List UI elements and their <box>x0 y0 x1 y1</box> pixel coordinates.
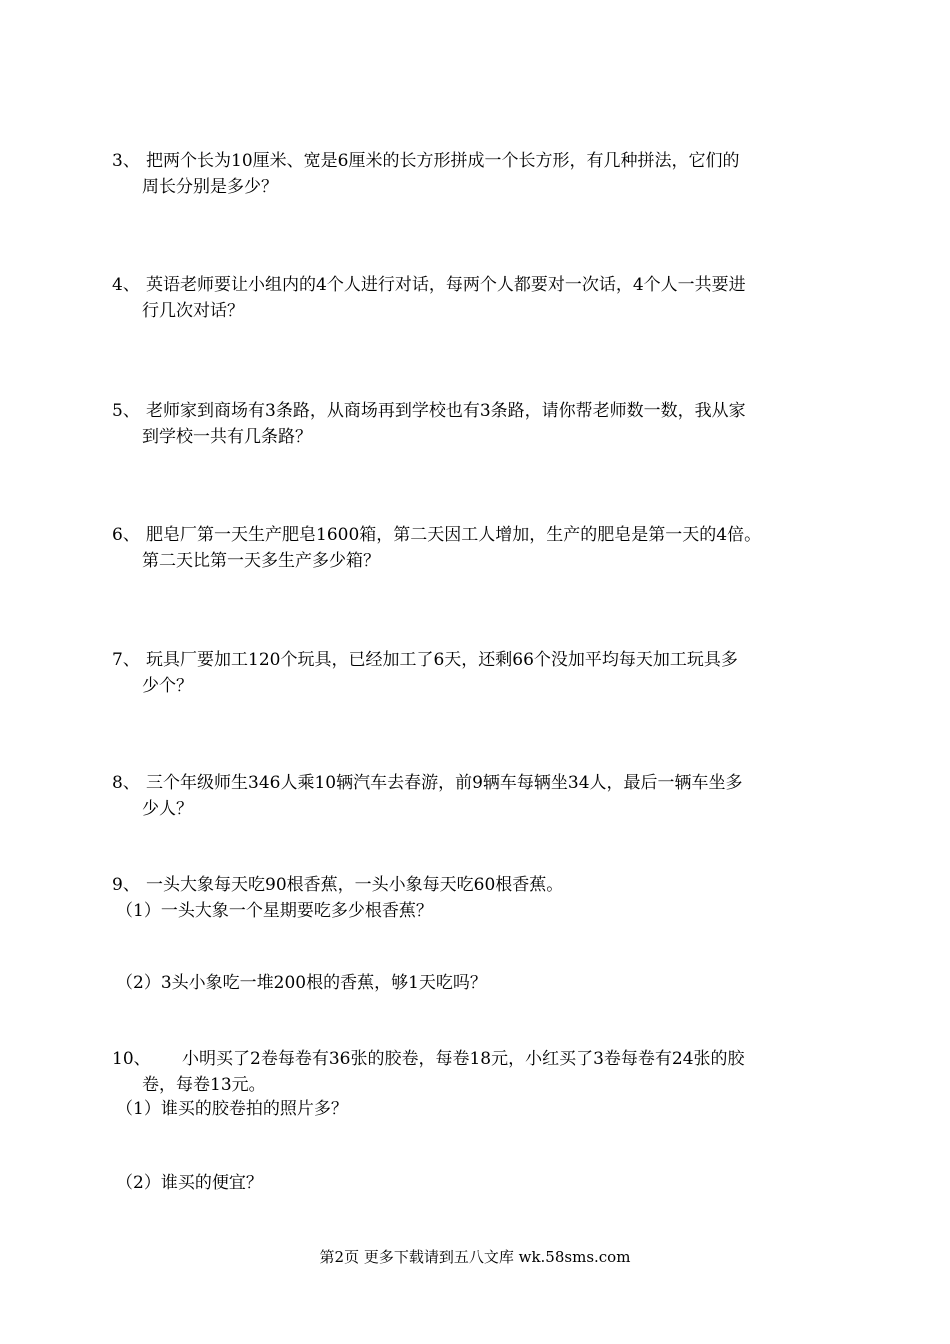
question-text: 一头大象每天吃90根香蕉，一头小象每天吃60根香蕉。 <box>146 875 564 895</box>
sub-question-10-1: （1）谁买的胶卷拍的照片多？ <box>116 1099 348 1119</box>
question-number: 10、 <box>112 1049 151 1069</box>
sub-question-10-2: （2）谁买的便宜？ <box>116 1173 263 1193</box>
sub-question-9-1: （1）一头大象一个星期要吃多少根香蕉？ <box>116 901 433 921</box>
sub-question-9-2: （2）3头小象吃一堆200根的香蕉，够1天吃吗？ <box>116 973 487 993</box>
question-text-cont: 卷，每卷13元。 <box>142 1075 266 1095</box>
page-footer: 第2页 更多下载请到五八文库 wk.58sms.com <box>319 1248 631 1266</box>
question-text-cont: 少人？ <box>142 799 193 819</box>
question-text-cont: 到学校一共有几条路？ <box>142 427 312 447</box>
question-number: 8、 <box>112 773 140 793</box>
question-6 <box>112 522 852 574</box>
question-5 <box>112 398 852 450</box>
question-text: 小明买了2卷每卷有36张的胶卷，每卷18元，小红买了3卷每卷有24张的胶 <box>182 1049 745 1069</box>
question-number: 9、 <box>112 875 140 895</box>
question-text: 英语老师要让小组内的4个人进行对话，每两个人都要对一次话，4个人一共要进 <box>146 275 746 295</box>
question-10 <box>112 1046 852 1098</box>
question-text: 把两个长为10厘米、宽是6厘米的长方形拼成一个长方形，有几种拼法，它们的 <box>146 151 740 171</box>
question-number: 4、 <box>112 275 140 295</box>
question-number: 5、 <box>112 401 140 421</box>
question-text-cont: 第二天比第一天多生产多少箱？ <box>142 551 380 571</box>
question-number: 7、 <box>112 650 140 670</box>
question-text-cont: 行几次对话？ <box>142 301 244 321</box>
question-number: 3、 <box>112 151 140 171</box>
question-8 <box>112 770 852 822</box>
question-text: 三个年级师生346人乘10辆汽车去春游，前9辆车每辆坐34人，最后一辆车坐多 <box>146 773 743 793</box>
question-text-cont: 周长分别是多少？ <box>142 177 278 197</box>
question-text-cont: 少个？ <box>142 676 193 696</box>
question-number: 6、 <box>112 525 140 545</box>
question-3 <box>112 148 852 200</box>
question-text: 肥皂厂第一天生产肥皂1600箱，第二天因工人增加，生产的肥皂是第一天的4倍。 <box>146 525 762 545</box>
question-7 <box>112 647 852 699</box>
question-text: 玩具厂要加工120个玩具，已经加工了6天，还剩66个没加平均每天加工玩具多 <box>146 650 738 670</box>
question-text: 老师家到商场有3条路，从商场再到学校也有3条路，请你帮老师数一数，我从家 <box>146 401 746 421</box>
question-9 <box>112 872 852 898</box>
question-4 <box>112 272 852 324</box>
